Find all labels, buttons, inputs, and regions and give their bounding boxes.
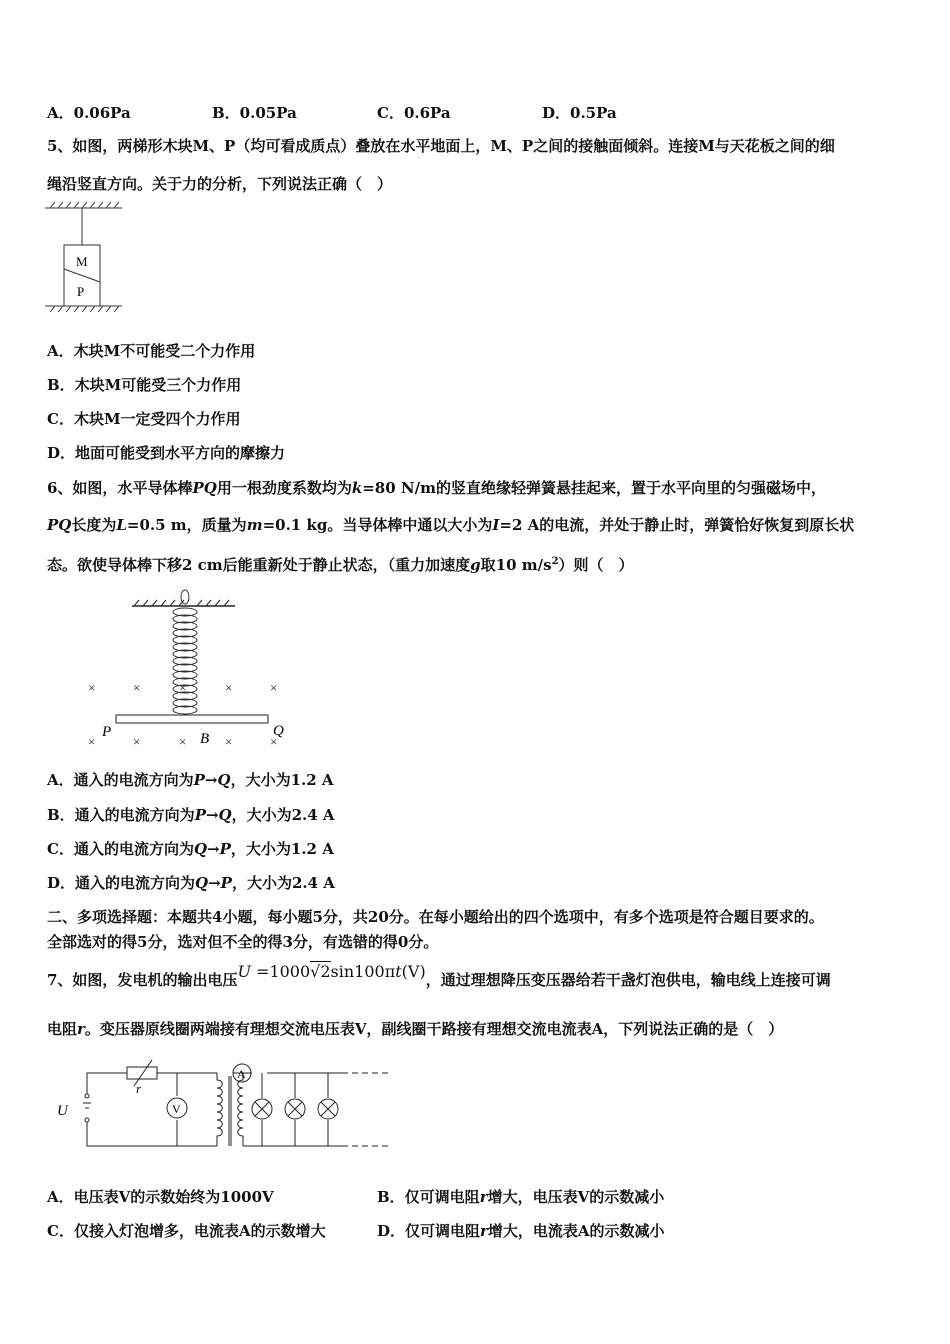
q7-option-b: B．仅可调电阻r增大，电压表V的示数减小 bbox=[377, 1188, 665, 1206]
q5-option-c: C．木块M一定受四个力作用 bbox=[47, 410, 241, 428]
q5-option-b: B．木块M可能受三个力作用 bbox=[47, 376, 242, 394]
q4-option-c: C．0.6Pa bbox=[377, 104, 451, 122]
q5-option-a: A．木块M不可能受二个力作用 bbox=[47, 342, 256, 360]
q7-stem-line2: 电阻r。变压器原线圈两端接有理想交流电压表V，副线圈干路接有理想交流电流表A，下列说法正确的是（ ） bbox=[47, 1020, 784, 1038]
section2-header-line2: 全部选对的得5分，选对但不全的得3分，有选错的得0分。 bbox=[47, 933, 439, 951]
section2-header-line1: 二、多项选择题：本题共4小题，每小题5分，共20分。在每小题给出的四个选项中，有多个选项是符合题目要求的。 bbox=[47, 908, 824, 926]
q6-option-c: C．通入的电流方向为Q→P，大小为1.2 A bbox=[47, 840, 334, 858]
q6-option-b: B．通入的电流方向为P→Q，大小为2.4 A bbox=[47, 806, 335, 824]
q7-option-c: C．仅接入灯泡增多，电流表A的示数增大 bbox=[47, 1222, 326, 1240]
q5-option-d: D．地面可能受到水平方向的摩擦力 bbox=[47, 444, 286, 462]
q5-stem-line2: 绳沿竖直方向。关于力的分析，下列说法正确（ ） bbox=[47, 175, 393, 193]
q7-ammeter-label: A bbox=[237, 1067, 246, 1081]
field-cross: × bbox=[270, 734, 278, 749]
q6-figure bbox=[80, 588, 300, 758]
q6-label-b: B bbox=[200, 731, 210, 747]
q6-label-q: Q bbox=[273, 723, 284, 739]
field-cross: × bbox=[133, 680, 141, 695]
field-cross: × bbox=[88, 734, 96, 749]
q5-label-p: P bbox=[77, 284, 85, 299]
q7-option-d: D．仅可调电阻r增大，电流表A的示数减小 bbox=[377, 1222, 665, 1240]
q6-stem-line3: 态。欲使导体棒下移2 cm后能重新处于静止状态，（重力加速度g取10 $m/s^2$）则（ ） bbox=[47, 556, 634, 574]
field-cross: × bbox=[88, 680, 96, 695]
q7-circuit bbox=[52, 1058, 397, 1158]
field-cross: × bbox=[133, 734, 141, 749]
q4-option-b: B．0.05Pa bbox=[212, 104, 297, 122]
q7-voltmeter-label: V bbox=[172, 1102, 181, 1116]
q7-label-r: r bbox=[136, 1081, 142, 1096]
field-cross: × bbox=[179, 680, 187, 695]
field-cross: × bbox=[225, 680, 233, 695]
q7-formula: U =1000√2sin100πt(V) bbox=[237, 962, 426, 981]
field-cross: × bbox=[270, 680, 278, 695]
field-cross: × bbox=[225, 734, 233, 749]
q4-option-a: A．0.06Pa bbox=[47, 104, 131, 122]
q5-label-m: M bbox=[76, 254, 88, 269]
q6-option-d: D．通入的电流方向为Q→P，大小为2.4 A bbox=[47, 874, 335, 892]
q4-option-d: D．0.5Pa bbox=[542, 104, 617, 122]
q5-figure bbox=[40, 198, 135, 318]
q6-stem-line1: 6、如图，水平导体棒PQ用一根劲度系数均为k=80 N/m的竖直绝缘轻弹簧悬挂起来，置于水平向里的匀强磁场中， bbox=[47, 479, 826, 497]
q6-label-p: P bbox=[102, 724, 112, 740]
q6-option-a: A．通入的电流方向为P→Q，大小为1.2 A bbox=[47, 771, 334, 789]
field-cross: × bbox=[179, 734, 187, 749]
q7-stem-line1: 7、如图，发电机的输出电压U =1000√2sin100πt(V)，通过理想降压变压器给若干盏灯泡供电，输电线上连接可调 bbox=[47, 962, 831, 989]
q6-stem-line2: PQ长度为L=0.5 m，质量为m=0.1 kg。当导体棒中通以大小为I=2 A的电流，并处于静止时，弹簧恰好恢复到原长状 bbox=[47, 516, 855, 534]
q5-stem-line1: 5、如图，两梯形木块M、P（均可看成质点）叠放在水平地面上，M、P之间的接触面倾斜。连接M与天花板之间的细 bbox=[47, 137, 835, 155]
q7-option-a: A．电压表V的示数始终为1000V bbox=[47, 1188, 274, 1206]
q7-label-u: U bbox=[57, 1103, 68, 1119]
